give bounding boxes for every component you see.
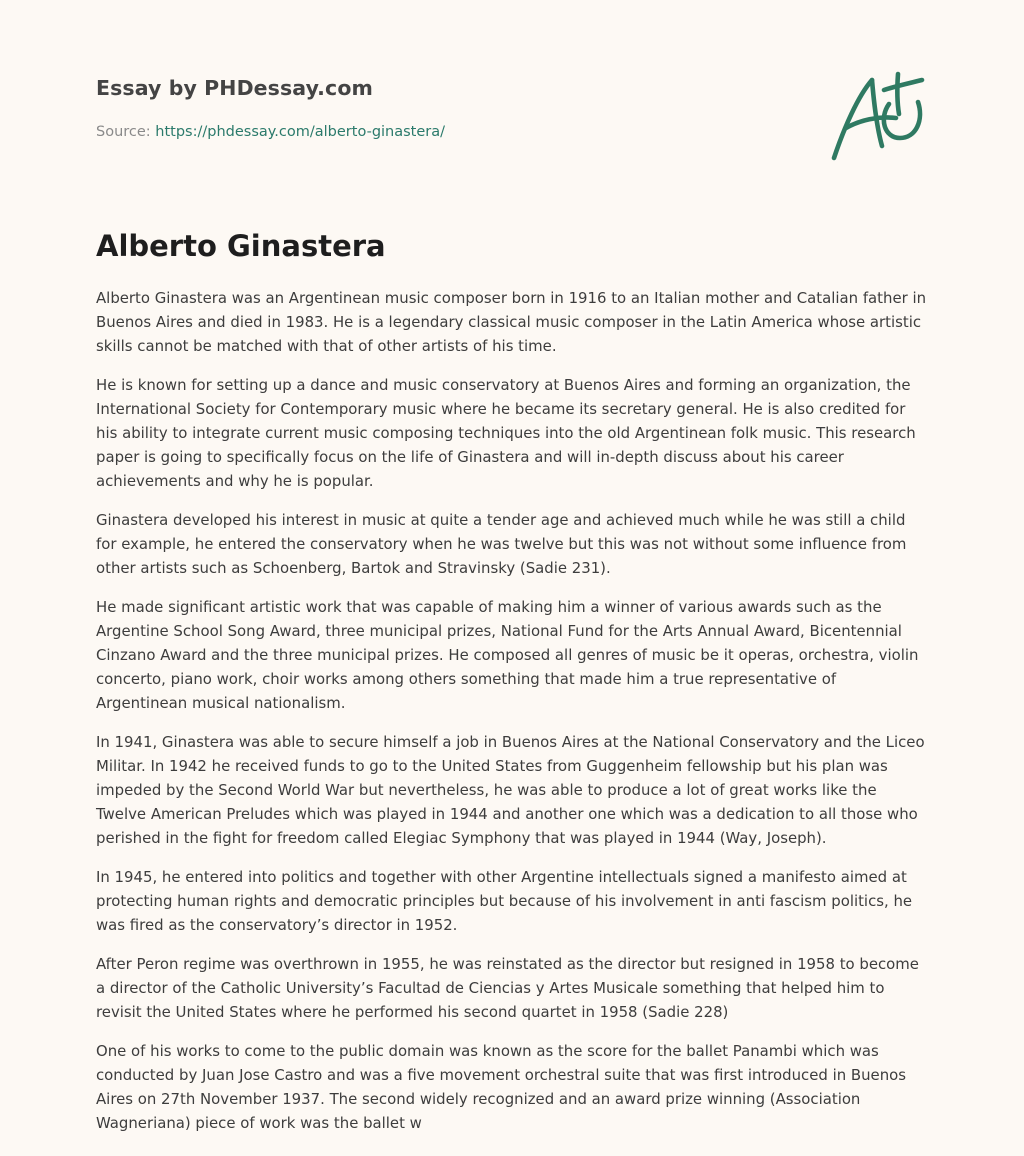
essay-paragraph: Ginastera developed his interest in music at quite a tender age and achieved much while he was still a child for example, he entered the conservatory when he was twelve but this was not without some influence from other artists such as Schoenberg, Bartok and Stravinsky (Sadie 231). xyxy=(96,511,907,577)
essay-paragraph: He made significant artistic work that was capable of making him a winner of various awards such as the Argentine School Song Award, three municipal prizes, National Fund for the Arts Annual Award, Bicentennial Cinzano Award and the three municipal prizes. He composed all genres of music be it operas, orchestra, violin concerto, piano work, choir works among others something that made him a true representative of Argentinean musical nationalism. xyxy=(96,598,919,712)
essay-paragraph: He is known for setting up a dance and music conservatory at Buenos Aires and forming an organization, the International Society for Contemporary music where he became its secretary general. He is also credited for his ability to integrate current music composing techniques into the old Argentinean folk music. This research paper is going to specifically focus on the life of Ginastera and will in-depth discuss about his career achievements and why he is popular. xyxy=(96,376,916,490)
essay-title: Alberto Ginastera xyxy=(96,229,386,263)
site-brand: Essay by PHDessay.com xyxy=(96,76,373,100)
essay-paragraph: Alberto Ginastera was an Argentinean music composer born in 1916 to an Italian mother and Catalian father in Buenos Aires and died in 1983. He is a legendary classical music composer in the Latin America whose artistic skills cannot be matched with that of other artists of his time. xyxy=(96,289,927,355)
essay-paragraph: In 1945, he entered into politics and together with other Argentine intellectuals signed a manifesto aimed at protecting human rights and democratic principles but because of his involvement in anti fascism politics, he was fired as the conservatory’s director in 1952. xyxy=(96,868,913,934)
essay-body xyxy=(96,286,928,1135)
source-link[interactable]: https://phdessay.com/alberto-ginastera/ xyxy=(155,124,446,140)
essay-paragraph: One of his works to come to the public domain was known as the score for the ballet Panambi which was conducted by Juan Jose Castro and was a five movement orchestral suite that was first introduced in Buenos Aires on 27th November 1937. The second widely recognized and an award prize winning (Association Wagneriana) piece of work was the ballet w xyxy=(96,1042,907,1132)
essay-paragraph: After Peron regime was overthrown in 1955, he was reinstated as the director but resigned in 1958 to become a director of the Catholic University’s Facultad de Ciencias y Artes Musicale something that helped him to revisit the United States where he performed his second quartet in 1958 (Sadie 228) xyxy=(96,955,919,1021)
source-line xyxy=(96,124,445,140)
a-plus-grade-icon xyxy=(826,66,930,164)
source-label: Source: xyxy=(96,124,156,140)
page-header xyxy=(96,0,928,200)
essay-paragraph: In 1941, Ginastera was able to secure himself a job in Buenos Aires at the National Conservatory and the Liceo Militar. In 1942 he received funds to go to the United States from Guggenheim fellowship but his plan was impeded by the Second World War but nevertheless, he was able to produce a lot of great works like the Twelve American Preludes which was played in 1944 and another one which was a dedication to all those who perished in the fight for freedom called Elegiac Symphony that was played in 1944 (Way, Joseph). xyxy=(96,733,925,847)
